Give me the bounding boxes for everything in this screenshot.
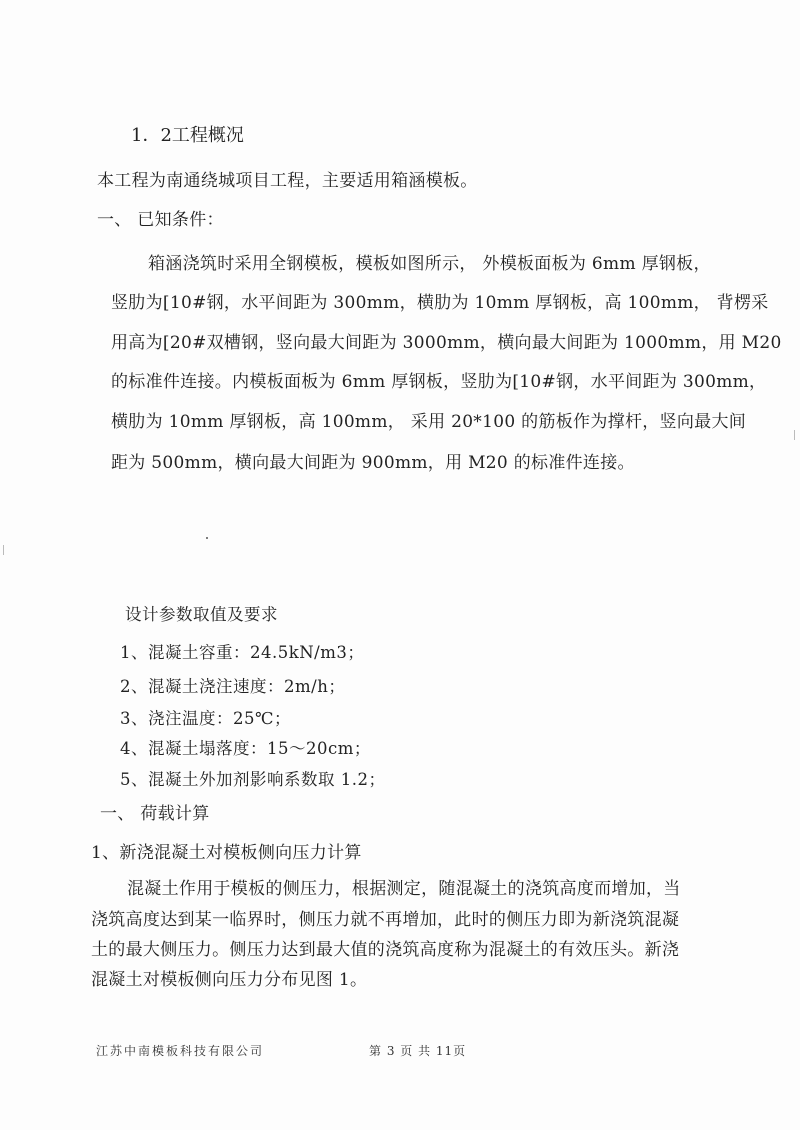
scan-speck [206,537,208,539]
known-paragraph-line: 竖肋为[10#钢，水平间距为 300mm，横肋为 10mm 厚钢板，高 100mm， 背楞采 [111,293,769,313]
pressure-paragraph-line: 混凝土作用于模板的侧压力，根据测定，随混凝土的浇筑高度而增加，当 [127,879,681,899]
design-param-item: 4、混凝土塌落度：15～20cm； [120,739,371,758]
pressure-paragraph-line: 混凝土对模板侧向压力分布见图 1。 [91,970,368,990]
scan-edge-mark [794,430,795,440]
known-paragraph-line: 用高为[20#双槽钢，竖向最大间距为 3000mm，横向最大间距为 1000mm，用 M20 [111,333,782,353]
subsection-title: 1、新浇混凝土对模板侧向压力计算 [91,843,362,863]
footer-page-number: 第 3 页 共 11页 [369,1044,467,1058]
load-calculation-heading: 一、 荷载计算 [100,804,210,824]
section-title: 1．2工程概况 [131,125,244,146]
known-conditions-heading: 一、 已知条件： [97,210,224,230]
known-paragraph-line: 的标准件连接。内模板面板为 6mm 厚钢板，竖肋为[10#钢，水平间距为 300mm， [111,372,767,392]
intro-text: 本工程为南通绕城项目工程，主要适用箱涵模板。 [97,171,478,191]
design-params-title: 设计参数取值及要求 [125,605,278,624]
known-paragraph-line: 横肋为 10mm 厚钢板，高 100mm， 采用 20*100 的筋板作为撑杆，竖向最大间 [111,412,747,432]
known-paragraph-line: 距为 500mm，横向最大间距为 900mm，用 M20 的标准件连接。 [111,453,635,473]
design-param-item: 3、浇注温度：25℃； [120,709,291,728]
design-param-item: 5、混凝土外加剂影响系数取 1.2； [120,770,386,789]
known-paragraph-line: 箱涵浇筑时采用全钢模板，模板如图所示， 外模板面板为 6mm 厚钢板， [148,254,711,274]
design-param-item: 2、混凝土浇注速度：2m/h； [120,677,346,696]
scan-edge-mark [3,545,4,555]
footer-company: 江苏中南模板科技有限公司 [96,1044,265,1058]
design-param-item: 1、混凝土容重：24.5kN/m3； [120,643,365,662]
pressure-paragraph-line: 浇筑高度达到某一临界时，侧压力就不再增加，此时的侧压力即为新浇筑混凝 [91,910,680,930]
pressure-paragraph-line: 土的最大侧压力。侧压力达到最大值的浇筑高度称为混凝土的有效压头。新浇 [91,940,680,960]
